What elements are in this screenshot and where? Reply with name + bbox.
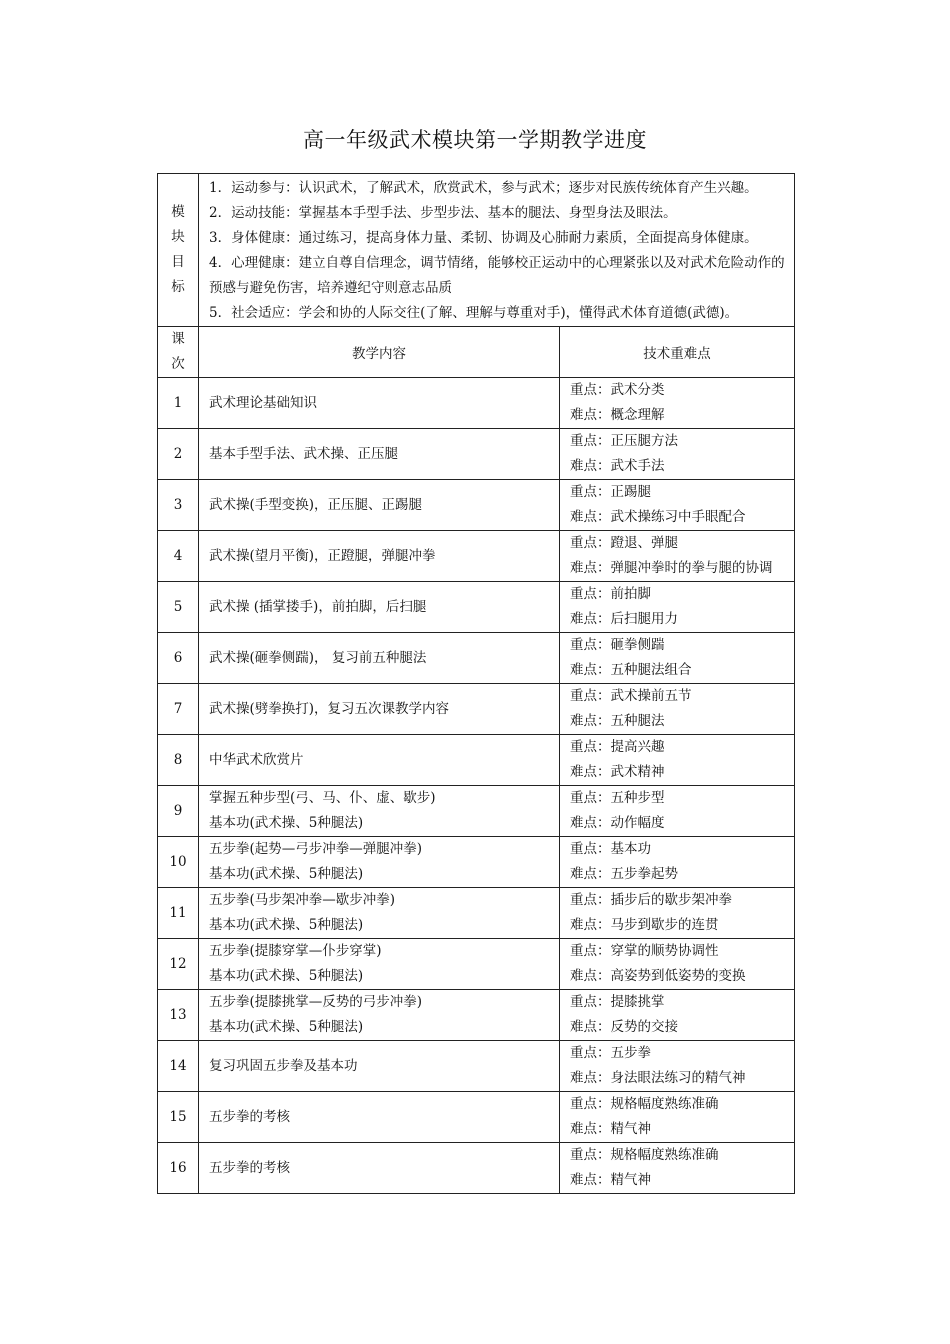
difficult-point: 难点：弹腿冲拳时的拳与腿的协调 — [570, 560, 773, 576]
lesson-difficulty — [560, 939, 795, 990]
lesson-number: 13 — [158, 990, 199, 1041]
difficult-point: 难点：五种腿法组合 — [570, 662, 692, 678]
lesson-difficulty — [560, 1041, 795, 1092]
lesson-content — [199, 480, 560, 531]
lesson-number: 4 — [158, 531, 199, 582]
table-row — [158, 1143, 795, 1194]
table-row — [158, 990, 795, 1041]
goal-item: 4．心理健康：建立自尊自信理念，调节情绪，能够校正运动中的心理紧张以及对武术危险动作的预感与避免伤害，培养遵纪守则意志品质 — [209, 255, 785, 296]
lesson-number: 16 — [158, 1143, 199, 1194]
lesson-content-line: 武术操(劈拳换打)，复习五次课教学内容 — [209, 700, 450, 717]
lesson-number: 10 — [158, 837, 199, 888]
lesson-content — [199, 888, 560, 939]
header-lesson — [158, 327, 199, 378]
lesson-difficulty — [560, 837, 795, 888]
lesson-difficulty — [560, 888, 795, 939]
lesson-number: 2 — [158, 429, 199, 480]
lesson-content-line: 五步拳(起势—弓步冲拳—弹腿冲拳) — [209, 841, 423, 857]
lesson-content-line: 武术操(砸拳侧踹)， 复习前五种腿法 — [209, 649, 427, 666]
lesson-content-line: 五步拳(提膝挑掌—反势的弓步冲拳) — [209, 994, 423, 1010]
lesson-difficulty — [560, 480, 795, 531]
lesson-content — [199, 939, 560, 990]
lesson-difficulty — [560, 582, 795, 633]
goal-label-char: 模 — [171, 204, 185, 220]
table-header-row — [158, 327, 795, 378]
table-row — [158, 1092, 795, 1143]
difficult-point: 难点：五种腿法 — [570, 713, 665, 729]
lesson-number: 11 — [158, 888, 199, 939]
lesson-content-line: 中华武术欣赏片 — [209, 751, 304, 768]
difficult-point: 难点：概念理解 — [570, 407, 665, 423]
table-row — [158, 939, 795, 990]
difficult-point: 难点：精气神 — [570, 1172, 651, 1188]
lesson-content — [199, 429, 560, 480]
difficult-point: 难点：马步到歇步的连贯 — [570, 917, 719, 933]
lesson-content-line: 五步拳的考核 — [209, 1108, 290, 1125]
key-point: 重点：武术操前五节 — [570, 688, 692, 704]
teaching-schedule-table — [157, 173, 795, 1194]
key-point: 重点：插步后的歇步架冲拳 — [570, 892, 732, 908]
difficult-point: 难点：武术精神 — [570, 764, 665, 780]
difficult-point: 难点：精气神 — [570, 1121, 651, 1137]
table-row — [158, 735, 795, 786]
lesson-number: 6 — [158, 633, 199, 684]
lesson-content-line: 五步拳(马步架冲拳—歇步冲拳) — [209, 892, 396, 908]
lesson-content — [199, 378, 560, 429]
goal-item: 5．社会适应：学会和协的人际交往(了解、理解与尊重对手)，懂得武术体育道德(武德)。 — [209, 305, 739, 321]
lesson-number: 7 — [158, 684, 199, 735]
lesson-content — [199, 684, 560, 735]
table-row — [158, 633, 795, 684]
header-lesson-label: 课次 — [171, 331, 185, 372]
difficult-point: 难点：动作幅度 — [570, 815, 665, 831]
lesson-content-line: 基本功(武术操、5种腿法) — [209, 866, 364, 882]
lesson-content — [199, 837, 560, 888]
lesson-content-line: 基本功(武术操、5种腿法) — [209, 1019, 364, 1035]
lesson-number: 14 — [158, 1041, 199, 1092]
lesson-content-line: 武术理论基础知识 — [209, 394, 317, 411]
key-point: 重点：规格幅度熟练准确 — [570, 1147, 719, 1163]
page-title: 高一年级武术模块第一学期教学进度 — [303, 128, 647, 152]
lesson-content — [199, 1092, 560, 1143]
table-row — [158, 378, 795, 429]
key-point: 重点：提膝挑掌 — [570, 994, 665, 1010]
lesson-difficulty — [560, 684, 795, 735]
lesson-content-line: 复习巩固五步拳及基本功 — [209, 1057, 358, 1074]
table-row — [158, 480, 795, 531]
lesson-content — [199, 582, 560, 633]
goal-item: 2．运动技能：掌握基本手型手法、步型步法、基本的腿法、身型身法及眼法。 — [209, 205, 677, 221]
key-point: 重点：蹬退、弹腿 — [570, 535, 678, 551]
lesson-content — [199, 1041, 560, 1092]
table-row — [158, 531, 795, 582]
goal-item: 1．运动参与：认识武术，了解武术，欣赏武术，参与武术；逐步对民族传统体育产生兴趣。 — [209, 180, 758, 196]
table-row — [158, 582, 795, 633]
key-point: 重点：前拍脚 — [570, 586, 651, 602]
difficult-point: 难点：高姿势到低姿势的变换 — [570, 968, 746, 984]
goal-label-char: 标 — [171, 279, 185, 295]
header-content: 教学内容 — [199, 327, 560, 378]
lesson-content-line: 五步拳(提膝穿掌—仆步穿掌) — [209, 943, 382, 959]
lesson-content — [199, 531, 560, 582]
lesson-difficulty — [560, 786, 795, 837]
lesson-content — [199, 1143, 560, 1194]
difficult-point: 难点：后扫腿用力 — [570, 611, 678, 627]
table-row — [158, 837, 795, 888]
difficult-point: 难点：武术操练习中手眼配合 — [570, 509, 746, 525]
key-point: 重点：穿掌的顺势协调性 — [570, 943, 719, 959]
goal-label-char: 块 — [171, 229, 185, 245]
module-goals-row — [158, 174, 795, 327]
difficult-point: 难点：武术手法 — [570, 458, 665, 474]
key-point: 重点：提高兴趣 — [570, 739, 665, 755]
key-point: 重点：正踢腿 — [570, 484, 651, 500]
lesson-content-line: 基本功(武术操、5种腿法) — [209, 815, 364, 831]
lesson-difficulty — [560, 633, 795, 684]
lesson-content — [199, 786, 560, 837]
key-point: 重点：五步拳 — [570, 1045, 651, 1061]
lesson-difficulty — [560, 531, 795, 582]
lesson-difficulty — [560, 1143, 795, 1194]
key-point: 重点：五种步型 — [570, 790, 665, 806]
difficult-point: 难点：五步拳起势 — [570, 866, 678, 882]
lesson-difficulty — [560, 990, 795, 1041]
lesson-difficulty — [560, 429, 795, 480]
key-point: 重点：基本功 — [570, 841, 651, 857]
table-row — [158, 684, 795, 735]
module-goals-content — [199, 174, 795, 327]
table-row — [158, 1041, 795, 1092]
difficult-point: 难点：身法眼法练习的精气神 — [570, 1070, 746, 1086]
lesson-number: 3 — [158, 480, 199, 531]
module-goals-label — [158, 174, 199, 327]
lesson-content-line: 基本手型手法、武术操、正压腿 — [209, 445, 398, 462]
lesson-content-line: 武术操(手型变换)，正压腿、正踢腿 — [209, 496, 423, 513]
key-point: 重点：规格幅度熟练准确 — [570, 1096, 719, 1112]
lesson-content — [199, 990, 560, 1041]
difficult-point: 难点：反势的交接 — [570, 1019, 678, 1035]
lesson-number: 8 — [158, 735, 199, 786]
key-point: 重点：砸拳侧踹 — [570, 637, 665, 653]
table-row — [158, 888, 795, 939]
key-point: 重点：正压腿方法 — [570, 433, 678, 449]
lesson-content-line: 武术操(望月平衡)，正蹬腿，弹腿冲拳 — [209, 547, 436, 564]
lesson-number: 5 — [158, 582, 199, 633]
lesson-content-line: 基本功(武术操、5种腿法) — [209, 917, 364, 933]
table-row — [158, 429, 795, 480]
lesson-content-line: 基本功(武术操、5种腿法) — [209, 968, 364, 984]
lesson-difficulty — [560, 378, 795, 429]
key-point: 重点：武术分类 — [570, 382, 665, 398]
lesson-content-line: 武术操 (插掌搂手)，前拍脚，后扫腿 — [209, 598, 427, 615]
lesson-content — [199, 735, 560, 786]
lesson-number: 1 — [158, 378, 199, 429]
lesson-number: 9 — [158, 786, 199, 837]
lesson-content-line: 五步拳的考核 — [209, 1159, 290, 1176]
lesson-difficulty — [560, 735, 795, 786]
header-difficulty: 技术重难点 — [560, 327, 795, 378]
lesson-content-line: 掌握五种步型(弓、马、仆、虚、歇步) — [209, 790, 436, 806]
lesson-number: 15 — [158, 1092, 199, 1143]
table-row — [158, 786, 795, 837]
goal-item: 3．身体健康：通过练习，提高身体力量、柔韧、协调及心肺耐力素质，全面提高身体健康。 — [209, 230, 758, 246]
lesson-difficulty — [560, 1092, 795, 1143]
lesson-content — [199, 633, 560, 684]
goal-label-char: 目 — [171, 254, 185, 270]
lesson-number: 12 — [158, 939, 199, 990]
